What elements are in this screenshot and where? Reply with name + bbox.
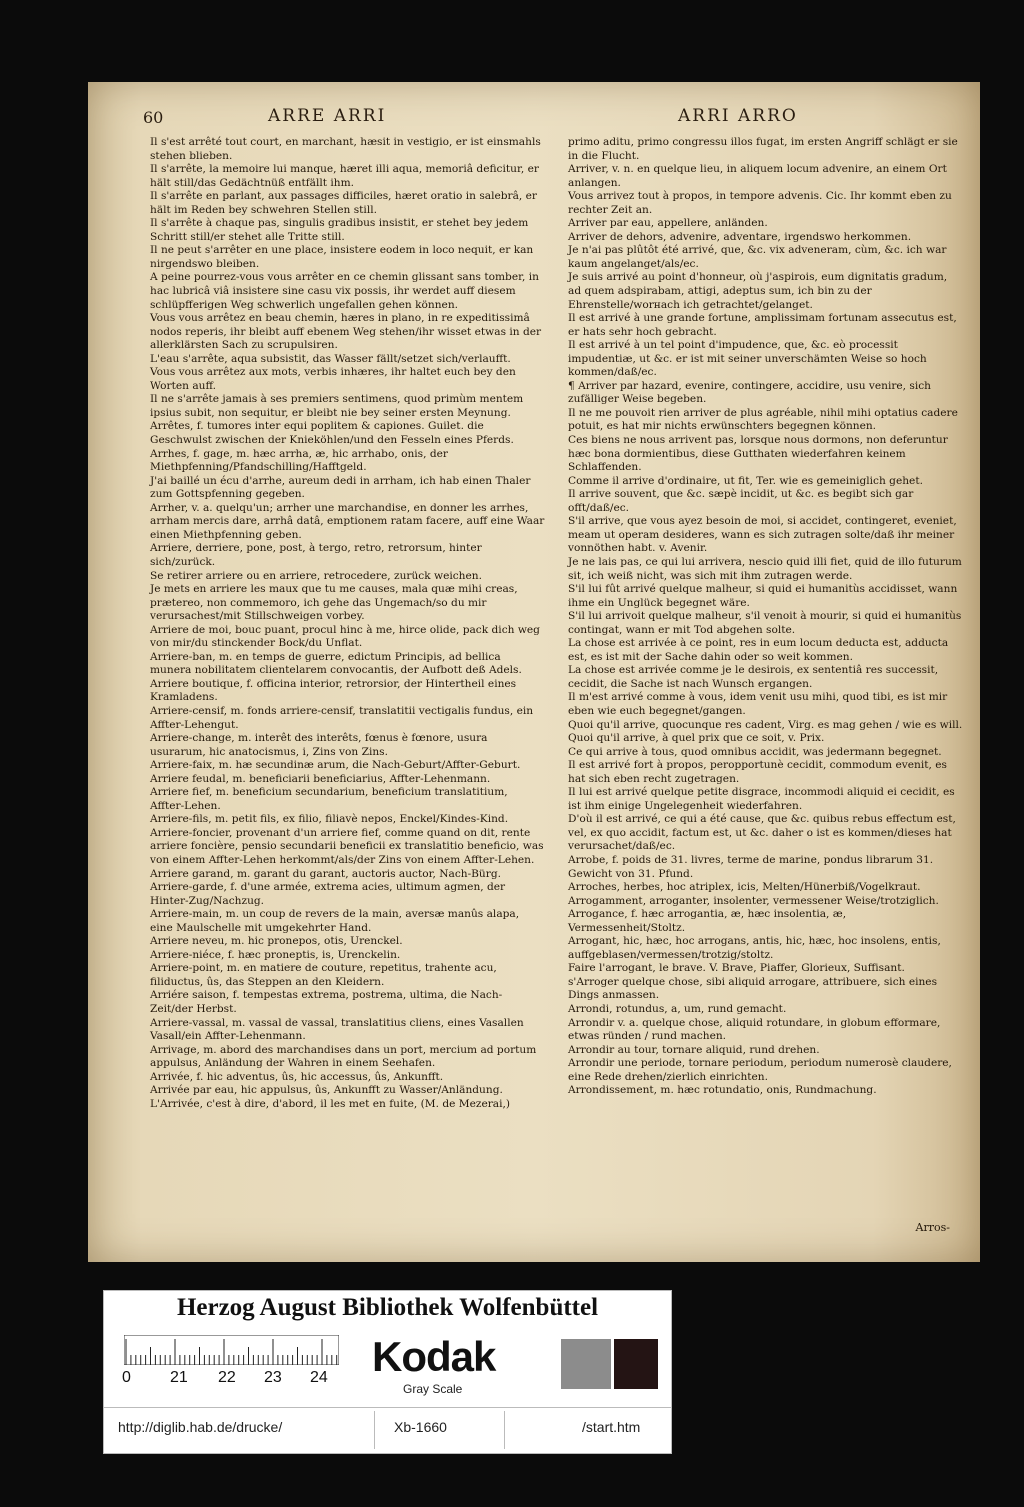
dictionary-entry: Arriere de moi, bouc puant, procul hinc à me, hirce olide, pack dich weg von mir/du stinckender Bock/du Unflat.	[150, 623, 540, 650]
dictionary-entry: Il ne peut s'arrêter en une place, insistere eodem in loco nequit, er kan nirgendswo bleiben.	[150, 244, 534, 270]
dictionary-entry: Vous arrivez tout à propos, in tempore advenis. Cic. Ihr kommt eben zu rechter Zeit an.	[568, 190, 952, 216]
dictionary-entry: Arrogance, f. hæc arrogantia, æ, hæc insolentia, æ, Vermessenheit/Stoltz.	[568, 908, 847, 934]
dark-swatch	[614, 1339, 658, 1389]
right-running-head: ARRI ARRO	[678, 106, 798, 126]
ruler-number: 23	[264, 1369, 282, 1386]
dictionary-entry: ¶ Arriver par hazard, evenire, contingere, accidire, usu venire, sich zufälliger Weise begeben.	[568, 379, 932, 406]
card-divider	[104, 1407, 671, 1408]
dictionary-entry: Arriere-censif, m. fonds arriere-censif, translatitii vectigalis fundus, ein Affter-Lehengut.	[150, 704, 534, 731]
dictionary-entry: Il ne me pouvoit rien arriver de plus agréable, nihil mihi optatius cadere potuit, es hat mir nichts erwünschters begegnen können.	[568, 406, 958, 433]
ruler-scale	[124, 1335, 339, 1365]
dictionary-entry: Il m'est arrivé comme à vous, idem venit usu mihi, quod tibi, es ist mir eben wie euch begegnet/gangen.	[568, 691, 948, 717]
dictionary-entry: Je suis arrivé au point d'honneur, où j'aspirois, eum dignitatis gradum, ad quem adspirabam, attigi, adeptus sum, ich bin zu der Ehrenstelle/worнach ich getrachtet/gelanget.	[568, 271, 948, 311]
dictionary-entry: Arriere-garde, f. d'une armée, extrema acies, ultimum agmen, der Hinter-Zug/Nachzug.	[150, 881, 506, 907]
dictionary-entry: s'Arroger quelque chose, sibi aliquid arrogare, attribuere, sich eines Dings anmassen.	[568, 975, 938, 1002]
ruler-number: 21	[170, 1369, 188, 1386]
dictionary-entry: Arriver, v. n. en quelque lieu, in aliquem locum advenire, an einem Ort anlangen.	[568, 163, 947, 189]
gray-swatch	[561, 1339, 611, 1389]
dictionary-entry: Arrondir au tour, tornare aliquid, rund drehen.	[568, 1043, 820, 1056]
shelf-mark: Xb-1660	[394, 1419, 447, 1435]
dictionary-entry: Quoi qu'il arrive, à quel prix que ce soit, v. Prix.	[568, 732, 825, 745]
dictionary-entry: L'Arrivée, c'est à dire, d'abord, il les met en fuite, (M. de Mezerai,)	[150, 1097, 510, 1110]
page-number: 60	[143, 108, 164, 127]
dictionary-entry: S'il lui fût arrivé quelque malheur, si quid ei humanitùs accidisset, wann ihme ein Unglück begegnet wäre.	[568, 583, 958, 609]
dictionary-entry: A peine pourrez-vous vous arrêter en ce chemin glissant sans tomber, in hac lubricâ viâ insistere sine casu vix possis, ihr werdet auff diesem schlüpfferigen Weg schwerlich ungefallen gehen können.	[150, 271, 539, 311]
source-url: http://diglib.hab.de/drucke/	[118, 1419, 283, 1435]
book-page	[88, 82, 980, 1262]
dictionary-entry: Comme il arrive d'ordinaire, ut fit, Ter. wie es gemeiniglich gehet.	[568, 474, 923, 487]
dictionary-entry: Arriere-fils, m. petit fils, ex filio, filiavè nepos, Enckel/Kindes-Kind.	[150, 813, 509, 826]
dictionary-entry: Arriere fief, m. beneficium secundarium, beneficium translatitium, Affter-Lehen.	[150, 786, 508, 812]
separator	[374, 1411, 375, 1449]
dictionary-entry: J'ai baillé un écu d'arrhe, aureum dedi in arrham, ich hab einen Thaler zum Gottspfenning gegeben.	[150, 474, 531, 501]
dictionary-entry: primo aditu, primo congressu illos fugat, im ersten Angriff schlägt er sie in die Flucht.	[568, 136, 958, 162]
dictionary-entry: S'il lui arrivoit quelque malheur, s'il venoit à mourir, si quid ei humanitùs contingat, wann er mit Tod abgehen solte.	[568, 610, 962, 636]
dictionary-entry: Il s'arrête à chaque pas, singulis gradibus insistit, er stehet bey jedem Schritt still/er stehet alle Tritte still.	[150, 217, 529, 243]
page-header	[88, 106, 980, 134]
dictionary-entry: Arrogamment, arroganter, insolenter, vermessener Weise/trotziglich.	[568, 894, 939, 907]
dictionary-entry: Il lui est arrivé quelque petite disgrace, incommodi aliquid ei cecidit, es ist ihm einige Ungelegenheit wiederfahren.	[568, 786, 955, 812]
catchword: Arros-	[915, 1221, 950, 1234]
dictionary-entry: Arriere feudal, m. beneficiarii beneficiarius, Affter-Lehenmann.	[150, 772, 491, 785]
ruler-number: 22	[218, 1369, 236, 1386]
dictionary-entry: Arriere-foncier, provenant d'un arriere fief, comme quand on dit, rente arriere foncière, pensio secundarii beneficii ex translatitio beneficio, was von einem Affter-Lehen herkommt/als/der Zins von einem Affter-Lehen.	[150, 826, 544, 866]
dictionary-entry: Arriere-main, m. un coup de revers de la main, aversæ manûs alapa, eine Maulschelle mit umgekehrter Hand.	[150, 908, 520, 934]
dictionary-entry: Arriere neveu, m. hic pronepos, otis, Urenckel.	[150, 935, 403, 948]
ruler-number: 24	[310, 1369, 328, 1386]
dictionary-entry: Arriere-point, m. en matiere de couture, repetitus, trahente acu, filiductus, ûs, das Steppen an den Kleidern.	[150, 962, 497, 988]
dictionary-entry: Arrivée, f. hic adventus, ûs, hic accessus, ûs, Ankunfft.	[150, 1070, 444, 1083]
dictionary-entry: Vous vous arrêtez en beau chemin, hæres in plano, in re expeditissimâ nodos reperis, ihr bleibt auff ebenem Weg stehen/ihr wisset etwas in der allerklärsten Sach zu scrupulsiren.	[150, 312, 542, 352]
dictionary-entry: D'où il est arrivé, ce qui a été cause, que &c. quibus rebus effectum est, vel, ex quo accidit, factum est, ut &c. daher o ist es kommen/dieses hat verursachet/daß/ec.	[568, 813, 956, 853]
dictionary-entry: Arrobe, f. poids de 31. livres, terme de marine, pondus librarum 31. Gewicht von 31. Pfund.	[568, 853, 934, 880]
dictionary-entry: Arrher, v. a. quelqu'un; arrher une marchandise, en donner les arrhes, arrham mercis dare, arrhâ datâ, emptionem ratam facere, auff eine Waar einen Miethpfenning geben.	[150, 501, 545, 541]
dictionary-entry: Arriver par eau, appellere, anländen.	[568, 217, 768, 230]
dictionary-entry: Ce qui arrive à tous, quod omnibus accidit, was jedermann begegnet.	[568, 745, 942, 758]
left-column	[150, 136, 545, 1111]
library-name: Herzog August Bibliothek Wolfenbüttel	[176, 1294, 599, 1321]
dictionary-entry: La chose est arrivée à ce point, res in eum locum deducta est, adducta est, es ist mit der Sache dahin oder so weit kommen.	[568, 637, 949, 663]
dictionary-entry: Arrondissement, m. hæc rotundatio, onis, Rundmachung.	[568, 1084, 877, 1097]
dictionary-entry: Arriere-change, m. interêt des interêts, fœnus è fœnore, usura usurarum, hic anatocismus, i, Zins von Zins.	[150, 732, 488, 758]
dictionary-entry: Arriere boutique, f. officina interior, retrorsior, der Hintertheil eines Kramladens.	[150, 677, 517, 704]
dictionary-entry: Arrondi, rotundus, a, um, rund gemacht.	[568, 1003, 787, 1015]
gray-scale-label: Gray Scale	[403, 1382, 463, 1396]
dictionary-entry: Il arrive souvent, que &c. sæpè incidit, ut &c. es begibt sich gar offt/daß/ec.	[568, 488, 914, 514]
color-target-card	[103, 1290, 672, 1454]
dictionary-entry: Arriere-faix, m. hæ secundinæ arum, die Nach-Geburt/Affter-Geburt.	[150, 759, 521, 772]
dictionary-entry: Arrivée par eau, hic appulsus, ûs, Ankunfft zu Wasser/Anländung.	[150, 1084, 503, 1097]
kodak-logo: Kodak	[372, 1333, 496, 1380]
dictionary-entry: Arrondir v. a. quelque chose, aliquid rotundare, in globum efformare, etwas ründen / rund machen.	[568, 1016, 941, 1043]
dictionary-entry: Se retirer arriere ou en arriere, retrocedere, zurück weichen.	[150, 569, 482, 582]
dictionary-entry: Arrondir une periode, tornare periodum, periodum numerosè claudere, eine Rede drehen/zierlich einrichten.	[568, 1057, 952, 1083]
ruler-number: 0	[122, 1369, 131, 1386]
dictionary-entry: Il est arrivé à une grande fortune, amplissimam fortunam assecutus est, er hats sehr hoch gebracht.	[568, 312, 957, 338]
dictionary-entry: Arriere garand, m. garant du garant, auctoris auctor, Nach-Bürg.	[150, 867, 501, 880]
dictionary-entry: Il s'arrête, la memoire lui manque, hæret illi aqua, memoriâ deficitur, er hält still/das Gedächtnüß entfällt ihm.	[150, 163, 539, 189]
dictionary-entry: Arroches, herbes, hoc atriplex, icis, Melten/Hünerbiß/Vogelkraut.	[568, 881, 921, 894]
dictionary-entry: Arrhes, f. gage, m. hæc arrha, æ, hic arrhabo, onis, der Miethpfenning/Pfandschilling/Hafftgeld.	[150, 447, 448, 474]
dictionary-entry: Arriére saison, f. tempestas extrema, postrema, ultima, die Nach-Zeit/der Herbst.	[150, 989, 503, 1015]
dictionary-entry: Il est arrivé fort à propos, peropportunè cecidit, commodum evenit, es hat sich eben recht zugetragen.	[568, 759, 947, 785]
separator	[504, 1411, 505, 1449]
dictionary-entry: Arriver de dehors, advenire, adventare, irgendswo herkommen.	[568, 230, 912, 243]
dictionary-entry: Ces biens ne nous arrivent pas, lorsque nous dormons, non deferuntur hæc bona dormientibus, diese Gutthaten wiederfahren keinem Schlaffenden.	[568, 434, 948, 474]
dictionary-entry: Arriere, derriere, pone, post, à tergo, retro, retrorsum, hinter sich/zurück.	[150, 542, 482, 568]
left-running-head: ARRE ARRI	[268, 106, 387, 126]
right-column	[568, 136, 963, 1098]
dictionary-entry: Arriere-vassal, m. vassal de vassal, translatitius cliens, eines Vasallen Vasall/ein Affter-Lehenmann.	[150, 1016, 524, 1043]
dictionary-entry: Arrogant, hic, hæc, hoc arrogans, antis, hic, hæc, hoc insolens, entis, auffgeblasen/vermessen/trotzig/stoltz.	[568, 935, 941, 961]
dictionary-entry: Faire l'arrogant, le brave. V. Brave, Piaffer, Glorieux, Suffisant.	[568, 962, 905, 975]
dictionary-entry: Arrivage, m. abord des marchandises dans un port, mercium ad portum appulsus, Anländung der Wahren in einem Seehafen.	[150, 1043, 537, 1070]
dictionary-entry: L'eau s'arrête, aqua subsistit, das Wasser fällt/setzet sich/verlaufft.	[150, 352, 511, 365]
dictionary-entry: Il est arrivé à un tel point d'impudence, que, &c. eò processit impudentiæ, ut &c. er ist mit seiner unverschämten Weise so hoch kommen/daß/ec.	[568, 339, 927, 379]
dictionary-entry: La chose est arrivée comme je le desirois, ex sententiâ res successit, cecidit, die Sache ist nach Wunsch ergangen.	[568, 664, 939, 690]
dictionary-entry: Arriere-ban, m. en temps de guerre, edictum Principis, ad bellica munera nobilitatem clientelarem convocantis, der Aufbott deß Adels.	[150, 650, 522, 677]
dictionary-entry: Quoi qu'il arrive, quocunque res cadent, Virg. es mag gehen / wie es will.	[568, 718, 963, 731]
dictionary-entry: S'il arrive, que vous ayez besoin de moi, si accidet, contingeret, eveniet, meam ut operam desideres, wann es sich zutragen solte/daß ihr meiner vonnöthen habt. v. Avenir.	[568, 515, 957, 555]
dictionary-entry: Vous vous arrêtez aux mots, verbis inhæres, ihr haltet euch bey den Worten auff.	[150, 366, 516, 392]
dictionary-entry: Il s'arrête en parlant, aux passages difficiles, hæret oratio in salebrâ, er hält im Reden bey schwehren Stellen still.	[150, 190, 537, 216]
dictionary-entry: Je n'ai pas plûtôt été arrivé, que, &c. vix adveneram, cùm, &c. ich war kaum angelanget/als/ec.	[568, 244, 947, 270]
start-page: /start.htm	[582, 1419, 641, 1435]
dictionary-entry: Il ne s'arrête jamais à ses premiers sentimens, quod primùm mentem ipsius subit, non sequitur, er bleibt nie bey seiner ersten Meynung.	[150, 393, 524, 419]
dictionary-entry: Arrêtes, f. tumores inter equi poplitem & capiones. Guilet. die Geschwulst zwischen der Knieköhlen/und den Fesseln eines Pferds.	[150, 420, 514, 447]
dictionary-entry: Il s'est arrêté tout court, en marchant, hæsit in vestigio, er ist einsmahls stehen blieben.	[150, 136, 541, 162]
dictionary-entry: Je mets en arriere les maux que tu me causes, mala quæ mihi creas, prætereo, non commemoro, ich gehe das Ungemach/so du mir verursachest/mit Stillschweigen vorbey.	[150, 583, 518, 623]
dictionary-entry: Arriere-niéce, f. hæc proneptis, is, Urenckelin.	[150, 948, 401, 961]
dictionary-entry: Je ne lais pas, ce qui lui arrivera, nescio quid illi fiet, quid de illo futurum sit, ich weiß nicht, was sich mit ihm zutragen werde.	[568, 555, 962, 582]
